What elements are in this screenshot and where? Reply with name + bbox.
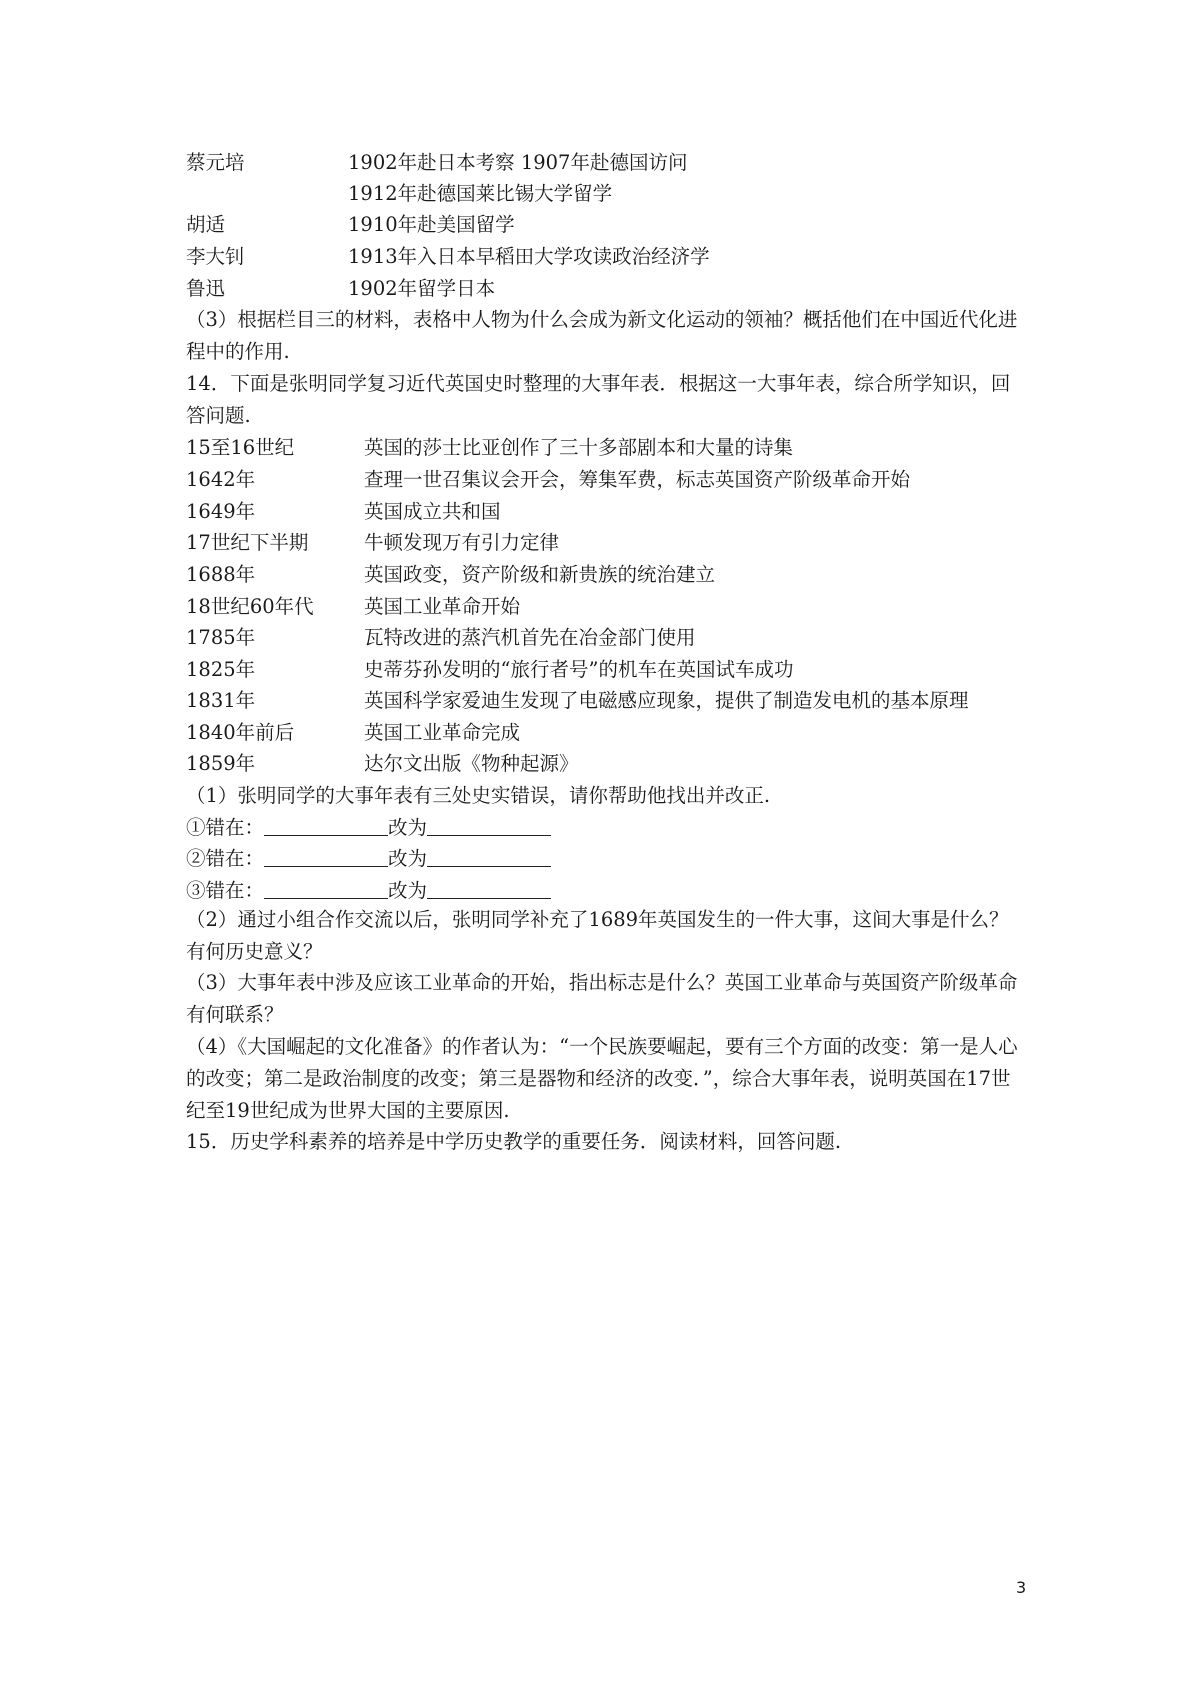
timeline-time: 1825年 [186,658,256,681]
timeline-event: 英国政变，资产阶级和新贵族的统治建立 [364,563,716,586]
page-number: 3 [1016,1578,1027,1597]
answer-blank[interactable] [427,815,551,836]
timeline-time: 17世纪下半期 [186,531,309,554]
timeline-time: 1688年 [186,563,256,586]
question-text: （3）根据栏目三的材料，表格中人物为什么会成为新文化运动的领袖？概括他们在中国近代化进程中的作用. [186,308,1018,363]
question-14-intro: 14．下面是张明同学复习近代英国史时整理的大事年表．根据这一大事年表，综合所学知识，回答问题. [186,372,1011,427]
timeline-time: 15至16世纪 [186,436,295,459]
person-detail: 1902年留学日本 [348,277,496,300]
person-detail: 1913年入日本早稻田大学攻读政治经济学 [348,245,710,268]
timeline-event: 瓦特改进的蒸汽机首先在冶金部门使用 [364,626,696,649]
timeline-event: 英国工业革命完成 [364,721,521,744]
timeline-event: 查理一世召集议会开会，筹集军费，标志英国资产阶级革命开始 [364,468,911,491]
question-15-intro: 15．历史学科素养的培养是中学历史教学的重要任务．阅读材料，回答问题. [186,1130,842,1153]
timeline-time: 1649年 [186,500,256,523]
timeline-event: 英国科学家爱迪生发现了电磁感应现象，提供了制造发电机的基本原理 [364,689,969,712]
correction-change: 改为 [388,879,428,902]
timeline-time: 1642年 [186,468,256,491]
question-14-3: （3）大事年表中涉及应该工业革命的开始，指出标志是什么？英国工业革命与英国资产阶级革命有何联系？ [186,971,1018,1026]
question-14-2: （2）通过小组合作交流以后，张明同学补充了1689年英国发生的一件大事，这间大事是什么？有何历史意义？ [186,908,1009,963]
timeline-time: 18世纪60年代 [186,595,314,618]
answer-blank[interactable] [264,846,388,867]
timeline-time: 1840年前后 [186,721,295,744]
correction-change: 改为 [388,847,428,870]
person-detail: 1902年赴日本考察 1907年赴德国访问 [348,151,688,174]
timeline-time: 1859年 [186,752,256,775]
person-name: 李大钊 [186,245,245,268]
answer-blank[interactable] [264,815,388,836]
timeline-event: 英国工业革命开始 [364,595,521,618]
timeline-event: 英国的莎士比亚创作了三十多部剧本和大量的诗集 [364,436,794,459]
correction-change: 改为 [388,816,428,839]
question-14-4: （4）《大国崛起的文化准备》的作者认为：“一个民族要崛起，要有三个方面的改变：第一是人心的改变；第二是政治制度的改变；第三是器物和经济的改变．”，综合大事年表，说明英国在17世纪至19世纪成为世界大国的主要原因. [186,1035,1018,1122]
timeline-time: 1831年 [186,689,256,712]
person-detail: 1912年赴德国莱比锡大学留学 [348,182,613,205]
timeline-event: 英国成立共和国 [364,500,501,523]
correction-label: ③错在： [186,879,265,902]
correction-label: ①错在： [186,816,265,839]
correction-label: ②错在： [186,847,265,870]
answer-blank[interactable] [427,846,551,867]
question-14-1: （1）张明同学的大事年表有三处史实错误，请你帮助他找出并改正. [186,784,771,807]
person-name: 胡适 [186,213,226,236]
timeline-time: 1785年 [186,626,256,649]
correction-line [186,846,551,872]
timeline-event: 牛顿发现万有引力定律 [364,531,560,554]
person-name: 鲁迅 [186,277,226,300]
correction-line [186,815,551,841]
answer-blank[interactable] [427,878,551,899]
timeline-event: 达尔文出版《物种起源》 [364,752,579,775]
person-detail: 1910年赴美国留学 [348,213,515,236]
person-name: 蔡元培 [186,151,245,174]
timeline-event: 史蒂芬孙发明的“旅行者号”的机车在英国试车成功 [364,658,794,681]
answer-blank[interactable] [264,878,388,899]
correction-line [186,878,551,904]
